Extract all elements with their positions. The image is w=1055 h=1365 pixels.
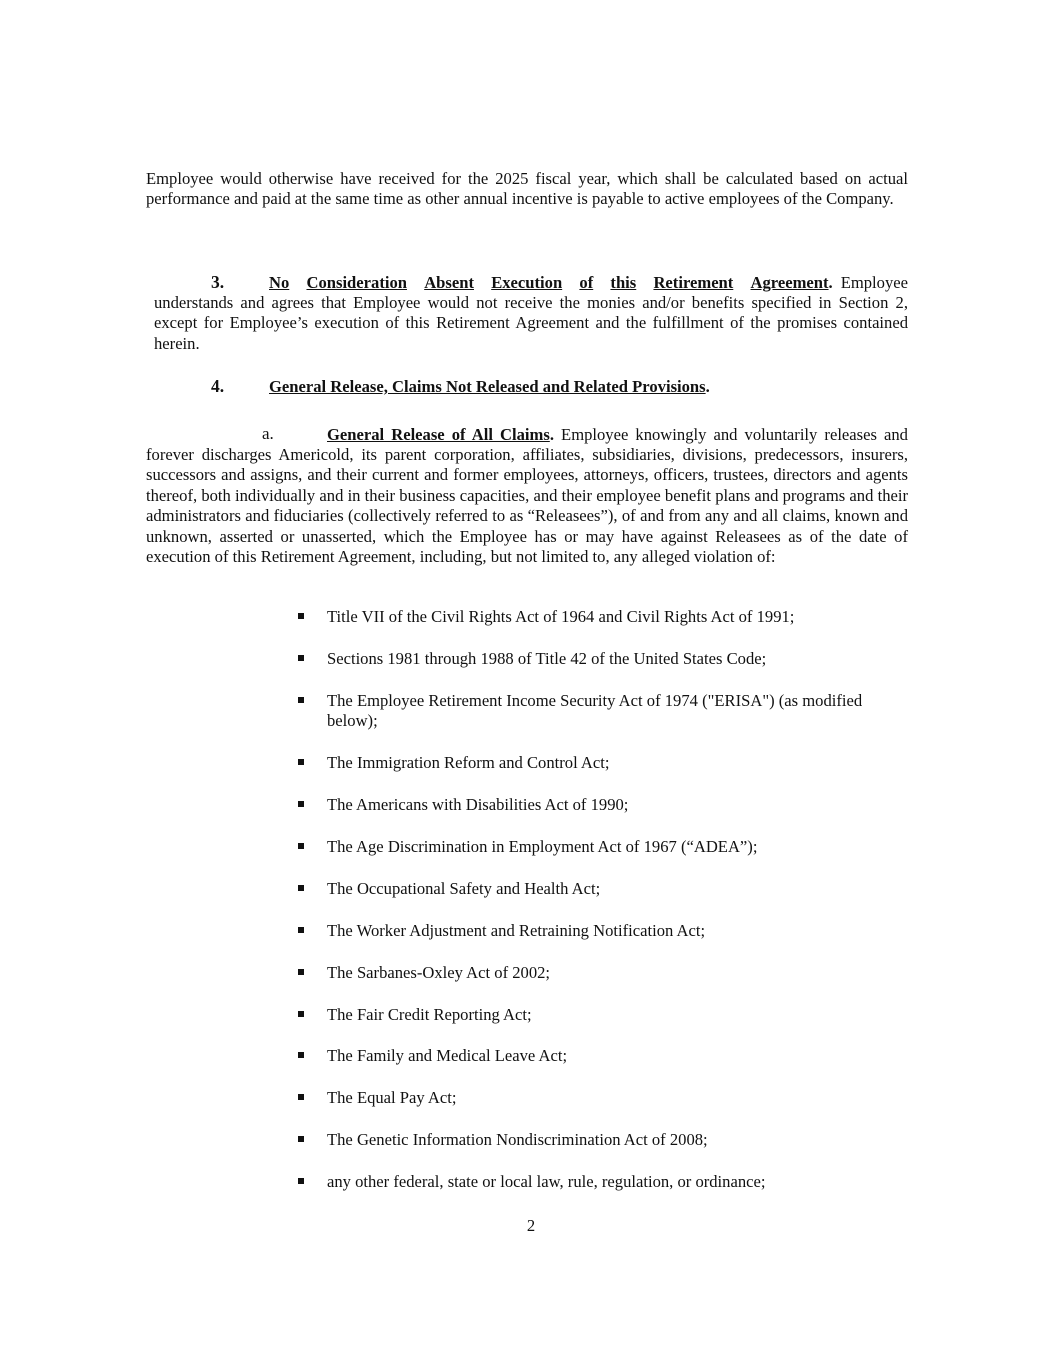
square-bullet-icon [298, 655, 304, 661]
statute-list [298, 607, 908, 1193]
square-bullet-icon [298, 843, 304, 849]
heading-word: of [579, 273, 594, 292]
list-item: The Employee Retirement Income Security Act of 1974 ("ERISA") (as modified below); [298, 691, 908, 732]
subsection-a-first-line-tail: Employee knowingly and voluntarily releases and [553, 425, 908, 444]
heading-word: Consideration [306, 273, 407, 292]
subsection-a-first-line: General Release of All Claims. Employee knowingly and voluntarily releases and [327, 425, 908, 444]
square-bullet-icon [298, 759, 304, 765]
section-3-first-line-tail: Employee [840, 273, 908, 292]
list-item: Title VII of the Civil Rights Act of 1964 and Civil Rights Act of 1991; [298, 607, 908, 627]
square-bullet-icon [298, 1178, 304, 1184]
section-3-first-line [269, 273, 908, 293]
heading-word: Execution [491, 273, 563, 292]
list-item: The Immigration Reform and Control Act; [298, 753, 908, 773]
list-item: The Age Discrimination in Employment Act of 1967 (“ADEA”); [298, 837, 908, 857]
heading-word: Absent [424, 273, 474, 292]
square-bullet-icon [298, 969, 304, 975]
list-item: The Family and Medical Leave Act; [298, 1046, 908, 1066]
square-bullet-icon [298, 1052, 304, 1058]
continued-paragraph: Employee would otherwise have received for the 2025 fiscal year, which shall be calculated based on actual performance and paid at the same time as other annual incentive is payable to active employees of the Company. [146, 169, 908, 209]
page-number: 2 [526, 1216, 536, 1235]
heading-word: No [269, 273, 290, 292]
list-item: The Occupational Safety and Health Act; [298, 879, 908, 899]
section-3-heading [269, 273, 833, 293]
subsection-a-body: forever discharges Americold, its parent corporation, affiliates, subsidiaries, divisions, predecessors, insurers, successors and assigns, and their current and former employees, attorneys, officers, trustees, directors and agents thereof, both individually and in their business capacities, and their employee benefit plans and programs and their administrators and fiduciaries (collectively referred to as “Releasees”), of and from any and all claims, known and unknown, asserted or unasserted, which the Employee has or may have against Releasees as of the date of execution of this Retirement Agreement, including, but not limited to, any alleged violation of: [146, 445, 908, 567]
list-item: The Sarbanes-Oxley Act of 2002; [298, 963, 908, 983]
square-bullet-icon [298, 1011, 304, 1017]
section-4-number: 4. [211, 376, 225, 396]
section-3-number: 3. [211, 272, 225, 292]
heading-word-last: Agreement. [750, 273, 833, 292]
subsection-a-heading: General Release of All Claims [327, 425, 550, 444]
heading-word: this [610, 273, 637, 292]
section-4-heading: General Release, Claims Not Released and Related Provisions. [269, 377, 710, 396]
square-bullet-icon [298, 885, 304, 891]
square-bullet-icon [298, 1094, 304, 1100]
list-item: any other federal, state or local law, rule, regulation, or ordinance; [298, 1172, 908, 1192]
square-bullet-icon [298, 1136, 304, 1142]
list-item: The Americans with Disabilities Act of 1990; [298, 795, 908, 815]
square-bullet-icon [298, 927, 304, 933]
list-item: The Fair Credit Reporting Act; [298, 1005, 908, 1025]
square-bullet-icon [298, 697, 304, 703]
list-item: Sections 1981 through 1988 of Title 42 of the United States Code; [298, 649, 908, 669]
list-item: The Genetic Information Nondiscrimination Act of 2008; [298, 1130, 908, 1150]
list-item: The Worker Adjustment and Retraining Notification Act; [298, 921, 908, 941]
square-bullet-icon [298, 801, 304, 807]
subsection-a-marker: a. [262, 424, 274, 443]
heading-word: Retirement [653, 273, 734, 292]
square-bullet-icon [298, 613, 304, 619]
section-3-body: understands and agrees that Employee would not receive the monies and/or benefits specified in Section 2, except for Employee’s execution of this Retirement Agreement and the fulfillment of the promises contained herein. [154, 293, 908, 353]
list-item: The Equal Pay Act; [298, 1088, 908, 1108]
